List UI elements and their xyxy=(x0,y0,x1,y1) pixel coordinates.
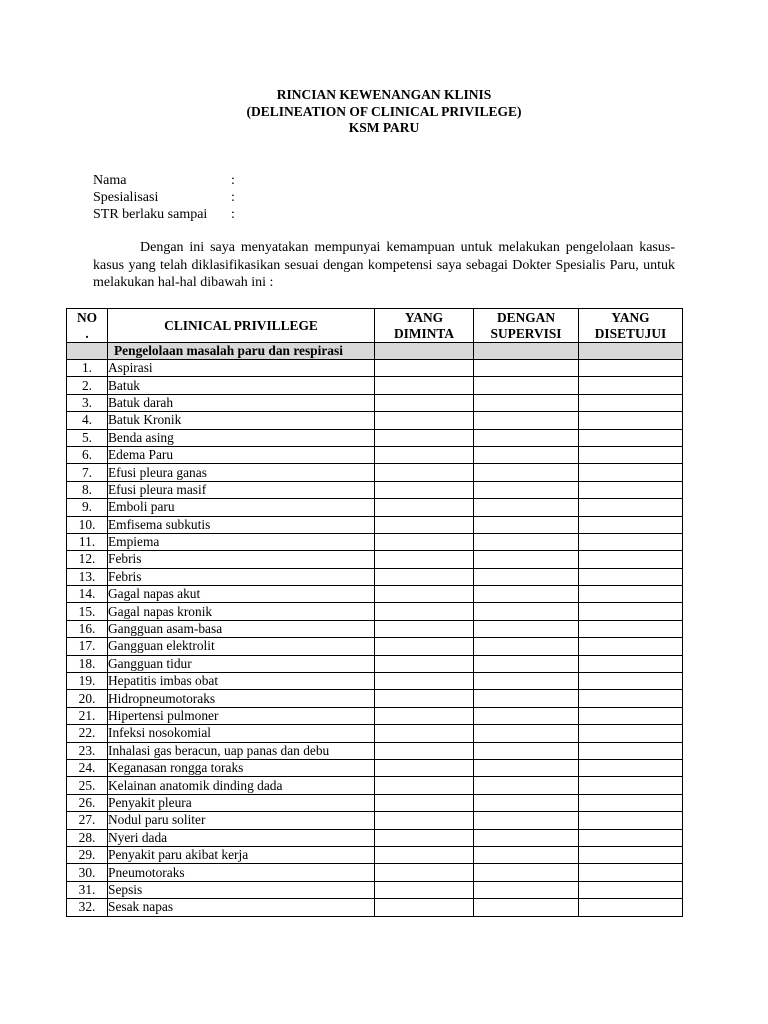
cell-disetujui[interactable] xyxy=(579,690,683,707)
row-privilege: Gangguan tidur xyxy=(108,655,375,672)
section-label: Pengelolaan masalah paru dan respirasi xyxy=(108,343,375,360)
row-number: 21. xyxy=(67,707,108,724)
row-privilege: Inhalasi gas beracun, uap panas dan debu xyxy=(108,742,375,759)
cell-supervisi[interactable] xyxy=(474,533,579,550)
cell-disetujui[interactable] xyxy=(579,742,683,759)
cell-diminta[interactable] xyxy=(375,533,474,550)
table-row xyxy=(67,673,683,690)
cell-diminta[interactable] xyxy=(375,707,474,724)
row-privilege: Kelainan anatomik dinding dada xyxy=(108,777,375,794)
table-row xyxy=(67,429,683,446)
cell-disetujui[interactable] xyxy=(579,759,683,776)
table-row xyxy=(67,516,683,533)
row-privilege: Pneumotoraks xyxy=(108,864,375,881)
cell-supervisi[interactable] xyxy=(474,586,579,603)
table-row xyxy=(67,551,683,568)
cell-disetujui[interactable] xyxy=(579,603,683,620)
cell-disetujui[interactable] xyxy=(579,481,683,498)
cell-diminta[interactable] xyxy=(375,899,474,916)
cell-supervisi[interactable] xyxy=(474,394,579,411)
header-privilege: CLINICAL PRIVILLEGE xyxy=(108,309,375,343)
cell-disetujui[interactable] xyxy=(579,707,683,724)
row-number: 20. xyxy=(67,690,108,707)
row-number: 16. xyxy=(67,620,108,637)
row-privilege: Hepatitis imbas obat xyxy=(108,673,375,690)
table-row xyxy=(67,446,683,463)
row-privilege: Sepsis xyxy=(108,881,375,898)
row-number: 9. xyxy=(67,499,108,516)
cell-disetujui[interactable] xyxy=(579,394,683,411)
cell-disetujui[interactable] xyxy=(579,429,683,446)
cell-supervisi[interactable] xyxy=(474,516,579,533)
row-privilege: Penyakit paru akibat kerja xyxy=(108,846,375,863)
cell-diminta[interactable] xyxy=(375,481,474,498)
statement-paragraph: Dengan ini saya menyatakan mempunyai kemampuan untuk melakukan pengelolaan kasus-kasus yang telah diklasifikasikan sesuai dengan kompetensi saya sebagai Dokter Spesialis Paru, untuk melakukan hal-hal dibawah ini : xyxy=(93,240,675,290)
cell-diminta[interactable] xyxy=(375,586,474,603)
table-row xyxy=(67,881,683,898)
row-number: 15. xyxy=(67,603,108,620)
row-number: 30. xyxy=(67,864,108,881)
table-row xyxy=(67,360,683,377)
cell-disetujui[interactable] xyxy=(579,655,683,672)
cell-diminta[interactable] xyxy=(375,725,474,742)
row-privilege: Edema Paru xyxy=(108,446,375,463)
table-row xyxy=(67,638,683,655)
row-number: 13. xyxy=(67,568,108,585)
cell-diminta[interactable] xyxy=(375,812,474,829)
row-number: 29. xyxy=(67,846,108,863)
row-privilege: Hipertensi pulmoner xyxy=(108,707,375,724)
row-number: 31. xyxy=(67,881,108,898)
cell-disetujui[interactable] xyxy=(579,551,683,568)
cell-supervisi[interactable] xyxy=(474,899,579,916)
row-privilege: Nodul paru soliter xyxy=(108,812,375,829)
cell-disetujui[interactable] xyxy=(579,829,683,846)
row-privilege: Empiema xyxy=(108,533,375,550)
field-nama xyxy=(93,172,241,189)
table-row xyxy=(67,620,683,637)
table-row xyxy=(67,812,683,829)
cell-supervisi[interactable] xyxy=(474,603,579,620)
cell-diminta[interactable] xyxy=(375,742,474,759)
row-number: 6. xyxy=(67,446,108,463)
field-spesialisasi xyxy=(93,189,241,206)
row-number: 17. xyxy=(67,638,108,655)
row-privilege: Efusi pleura masif xyxy=(108,481,375,498)
cell-disetujui[interactable] xyxy=(579,360,683,377)
title-line-3: KSM PARU xyxy=(348,120,420,135)
row-privilege: Emfisema subkutis xyxy=(108,516,375,533)
row-privilege: Efusi pleura ganas xyxy=(108,464,375,481)
table-row xyxy=(67,412,683,429)
cell-supervisi[interactable] xyxy=(474,742,579,759)
header-disetujui: YANG DISETUJUI xyxy=(579,309,683,343)
table-row xyxy=(67,725,683,742)
table-row xyxy=(67,899,683,916)
row-privilege: Batuk darah xyxy=(108,394,375,411)
cell-disetujui[interactable] xyxy=(579,377,683,394)
cell-diminta[interactable] xyxy=(375,377,474,394)
cell-supervisi[interactable] xyxy=(474,812,579,829)
table-row xyxy=(67,586,683,603)
section-cell xyxy=(579,343,683,360)
cell-supervisi[interactable] xyxy=(474,620,579,637)
table-row xyxy=(67,864,683,881)
row-privilege: Gagal napas akut xyxy=(108,586,375,603)
row-privilege: Gangguan asam-basa xyxy=(108,620,375,637)
table-row xyxy=(67,759,683,776)
row-number: 27. xyxy=(67,812,108,829)
row-privilege: Benda asing xyxy=(108,429,375,446)
table-row xyxy=(67,394,683,411)
table-header-row xyxy=(67,309,683,343)
cell-supervisi[interactable] xyxy=(474,655,579,672)
cell-disetujui[interactable] xyxy=(579,586,683,603)
cell-disetujui[interactable] xyxy=(579,777,683,794)
row-number: 19. xyxy=(67,673,108,690)
field-label: Nama xyxy=(93,173,127,188)
cell-supervisi[interactable] xyxy=(474,499,579,516)
row-number: 23. xyxy=(67,742,108,759)
identity-fields xyxy=(93,172,241,223)
cell-diminta[interactable] xyxy=(375,412,474,429)
cell-disetujui[interactable] xyxy=(579,812,683,829)
cell-diminta[interactable] xyxy=(375,464,474,481)
cell-diminta[interactable] xyxy=(375,794,474,811)
row-number: 26. xyxy=(67,794,108,811)
row-number: 5. xyxy=(67,429,108,446)
cell-disetujui[interactable] xyxy=(579,446,683,463)
table-row xyxy=(67,742,683,759)
cell-supervisi[interactable] xyxy=(474,846,579,863)
row-number: 24. xyxy=(67,759,108,776)
cell-supervisi[interactable] xyxy=(474,429,579,446)
field-colon: : xyxy=(231,173,235,188)
title-line-1: RINCIAN KEWENANGAN KLINIS xyxy=(276,87,492,102)
table-row xyxy=(67,499,683,516)
table-row xyxy=(67,377,683,394)
section-row xyxy=(67,343,683,360)
row-privilege: Febris xyxy=(108,551,375,568)
cell-disetujui[interactable] xyxy=(579,638,683,655)
row-privilege: Nyeri dada xyxy=(108,829,375,846)
row-privilege: Emboli paru xyxy=(108,499,375,516)
cell-diminta[interactable] xyxy=(375,620,474,637)
table-body xyxy=(67,343,683,917)
table-row xyxy=(67,829,683,846)
cell-diminta[interactable] xyxy=(375,864,474,881)
cell-supervisi[interactable] xyxy=(474,481,579,498)
field-colon: : xyxy=(231,190,235,205)
row-number: 18. xyxy=(67,655,108,672)
row-privilege: Aspirasi xyxy=(108,360,375,377)
cell-diminta[interactable] xyxy=(375,394,474,411)
row-number: 22. xyxy=(67,725,108,742)
row-privilege: Hidropneumotoraks xyxy=(108,690,375,707)
cell-diminta[interactable] xyxy=(375,603,474,620)
header-diminta: YANG DIMINTA xyxy=(375,309,474,343)
row-number: 2. xyxy=(67,377,108,394)
row-privilege: Penyakit pleura xyxy=(108,794,375,811)
row-number: 3. xyxy=(67,394,108,411)
cell-supervisi[interactable] xyxy=(474,377,579,394)
cell-disetujui[interactable] xyxy=(579,499,683,516)
table-row xyxy=(67,603,683,620)
cell-supervisi[interactable] xyxy=(474,551,579,568)
cell-diminta[interactable] xyxy=(375,881,474,898)
header-supervisi: DENGAN SUPERVISI xyxy=(474,309,579,343)
privilege-table xyxy=(66,308,683,917)
section-no-cell xyxy=(67,343,108,360)
cell-diminta[interactable] xyxy=(375,429,474,446)
row-privilege: Gagal napas kronik xyxy=(108,603,375,620)
section-cell xyxy=(474,343,579,360)
row-privilege: Sesak napas xyxy=(108,899,375,916)
row-privilege: Infeksi nosokomial xyxy=(108,725,375,742)
header-no: NO . xyxy=(67,309,108,343)
table-row xyxy=(67,794,683,811)
cell-supervisi[interactable] xyxy=(474,673,579,690)
cell-supervisi[interactable] xyxy=(474,759,579,776)
cell-disetujui[interactable] xyxy=(579,794,683,811)
cell-supervisi[interactable] xyxy=(474,446,579,463)
cell-supervisi[interactable] xyxy=(474,568,579,585)
cell-disetujui[interactable] xyxy=(579,620,683,637)
cell-disetujui[interactable] xyxy=(579,725,683,742)
row-number: 28. xyxy=(67,829,108,846)
cell-diminta[interactable] xyxy=(375,551,474,568)
cell-diminta[interactable] xyxy=(375,690,474,707)
cell-supervisi[interactable] xyxy=(474,690,579,707)
cell-diminta[interactable] xyxy=(375,673,474,690)
table-row xyxy=(67,568,683,585)
cell-disetujui[interactable] xyxy=(579,568,683,585)
row-number: 12. xyxy=(67,551,108,568)
cell-supervisi[interactable] xyxy=(474,725,579,742)
cell-supervisi[interactable] xyxy=(474,360,579,377)
cell-supervisi[interactable] xyxy=(474,638,579,655)
cell-disetujui[interactable] xyxy=(579,881,683,898)
cell-disetujui[interactable] xyxy=(579,516,683,533)
cell-supervisi[interactable] xyxy=(474,881,579,898)
cell-diminta[interactable] xyxy=(375,568,474,585)
row-number: 1. xyxy=(67,360,108,377)
cell-diminta[interactable] xyxy=(375,516,474,533)
cell-supervisi[interactable] xyxy=(474,464,579,481)
cell-diminta[interactable] xyxy=(375,655,474,672)
cell-diminta[interactable] xyxy=(375,759,474,776)
row-number: 32. xyxy=(67,899,108,916)
table-row xyxy=(67,464,683,481)
row-privilege: Keganasan rongga toraks xyxy=(108,759,375,776)
table-row xyxy=(67,655,683,672)
table-row xyxy=(67,846,683,863)
cell-disetujui[interactable] xyxy=(579,533,683,550)
cell-diminta[interactable] xyxy=(375,846,474,863)
cell-diminta[interactable] xyxy=(375,777,474,794)
section-cell xyxy=(375,343,474,360)
cell-supervisi[interactable] xyxy=(474,794,579,811)
cell-supervisi[interactable] xyxy=(474,777,579,794)
row-privilege: Batuk xyxy=(108,377,375,394)
row-number: 11. xyxy=(67,533,108,550)
row-number: 25. xyxy=(67,777,108,794)
table-row xyxy=(67,481,683,498)
title-line-2: (DELINEATION OF CLINICAL PRIVILEGE) xyxy=(246,103,522,119)
cell-disetujui[interactable] xyxy=(579,864,683,881)
cell-disetujui[interactable] xyxy=(579,673,683,690)
cell-diminta[interactable] xyxy=(375,499,474,516)
table-row xyxy=(67,707,683,724)
cell-diminta[interactable] xyxy=(375,446,474,463)
row-number: 8. xyxy=(67,481,108,498)
table-row xyxy=(67,533,683,550)
cell-disetujui[interactable] xyxy=(579,412,683,429)
table-row xyxy=(67,777,683,794)
cell-diminta[interactable] xyxy=(375,360,474,377)
cell-disetujui[interactable] xyxy=(579,464,683,481)
row-privilege: Batuk Kronik xyxy=(108,412,375,429)
cell-diminta[interactable] xyxy=(375,829,474,846)
row-number: 10. xyxy=(67,516,108,533)
cell-disetujui[interactable] xyxy=(579,846,683,863)
cell-diminta[interactable] xyxy=(375,638,474,655)
field-label: Spesialisasi xyxy=(93,190,159,205)
row-privilege: Gangguan elektrolit xyxy=(108,638,375,655)
row-number: 14. xyxy=(67,586,108,603)
document-title xyxy=(0,87,768,137)
cell-supervisi[interactable] xyxy=(474,864,579,881)
cell-disetujui[interactable] xyxy=(579,899,683,916)
table-row xyxy=(67,690,683,707)
field-label: STR berlaku sampai xyxy=(93,207,208,222)
field-str xyxy=(93,206,241,223)
cell-supervisi[interactable] xyxy=(474,707,579,724)
row-privilege: Febris xyxy=(108,568,375,585)
cell-supervisi[interactable] xyxy=(474,412,579,429)
cell-supervisi[interactable] xyxy=(474,829,579,846)
row-number: 7. xyxy=(67,464,108,481)
row-number: 4. xyxy=(67,412,108,429)
field-colon: : xyxy=(231,207,235,222)
